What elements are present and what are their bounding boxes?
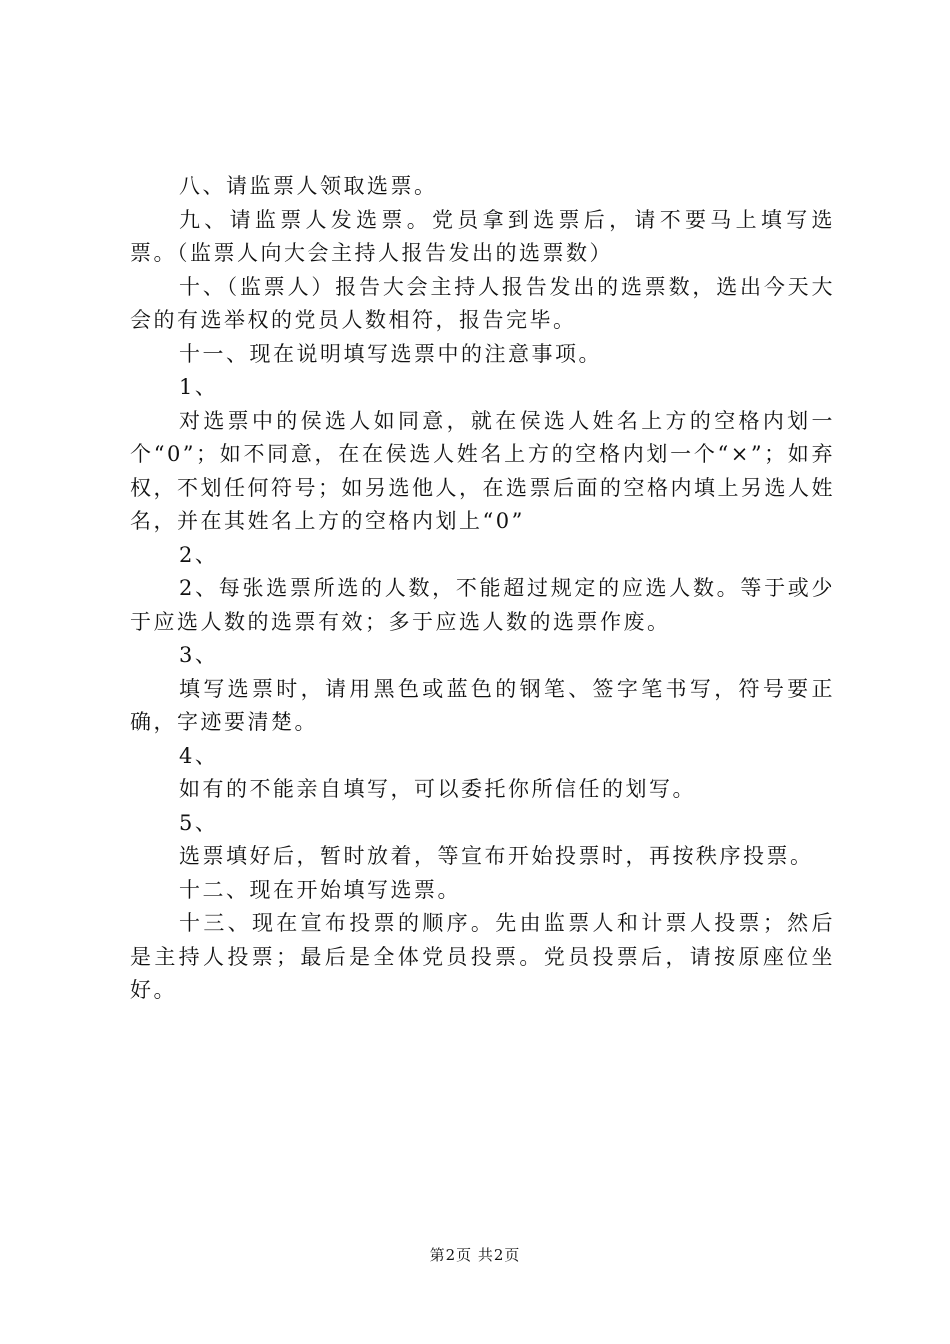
list-item-3: 填写选票时，请用黑色或蓝色的钢笔、签字笔书写，符号要正确，字迹要清楚。 [130, 676, 835, 734]
list-item-4: 如有的不能亲自填写，可以委托你所信任的划写。 [179, 777, 696, 801]
page-footer [0, 1244, 950, 1265]
paragraph-11: 十一、现在说明填写选票中的注意事项。 [179, 341, 602, 366]
document-body [130, 170, 835, 1008]
list-number-1: 1、 [179, 375, 219, 399]
paragraph-13: 十三、现在宣布投票的顺序。先由监票人和计票人投票；然后是主持人投票；最后是全体党员投票。党员投票后，请按原座位坐好。 [130, 911, 835, 1002]
paragraph-10: 十、（监票人）报告大会主持人报告发出的选票数，选出今天大会的有选举权的党员人数相符，报告完毕。 [130, 274, 835, 332]
page-number-label: 第2页 共2页 [429, 1246, 521, 1264]
paragraph-8: 八、请监票人领取选票。 [179, 174, 438, 198]
list-number-3: 3、 [179, 643, 219, 667]
list-item-2: 2、每张选票所选的人数，不能超过规定的应选人数。等于或少于应选人数的选票有效；多于应选人数的选票作废。 [130, 576, 835, 634]
list-number-5: 5、 [179, 810, 219, 835]
list-item-5: 选票填好后，暂时放着，等宣布开始投票时，再按秩序投票。 [179, 844, 814, 868]
list-item-1: 对选票中的侯选人如同意，就在侯选人姓名上方的空格内划一个“0”；如不同意，在在侯选人姓名上方的空格内划一个“×”；如弃权，不划任何符号；如另选他人，在选票后面的空格内填上另选人姓名，并在其姓名上方的空格内划上“0” [130, 408, 835, 533]
paragraph-9: 九、请监票人发选票。党员拿到选票后，请不要马上填写选票。（监票人向大会主持人报告发出的选票数） [130, 207, 835, 265]
paragraph-12: 十二、现在开始填写选票。 [179, 877, 461, 902]
list-number-2: 2、 [179, 542, 219, 567]
list-number-4: 4、 [179, 743, 219, 768]
